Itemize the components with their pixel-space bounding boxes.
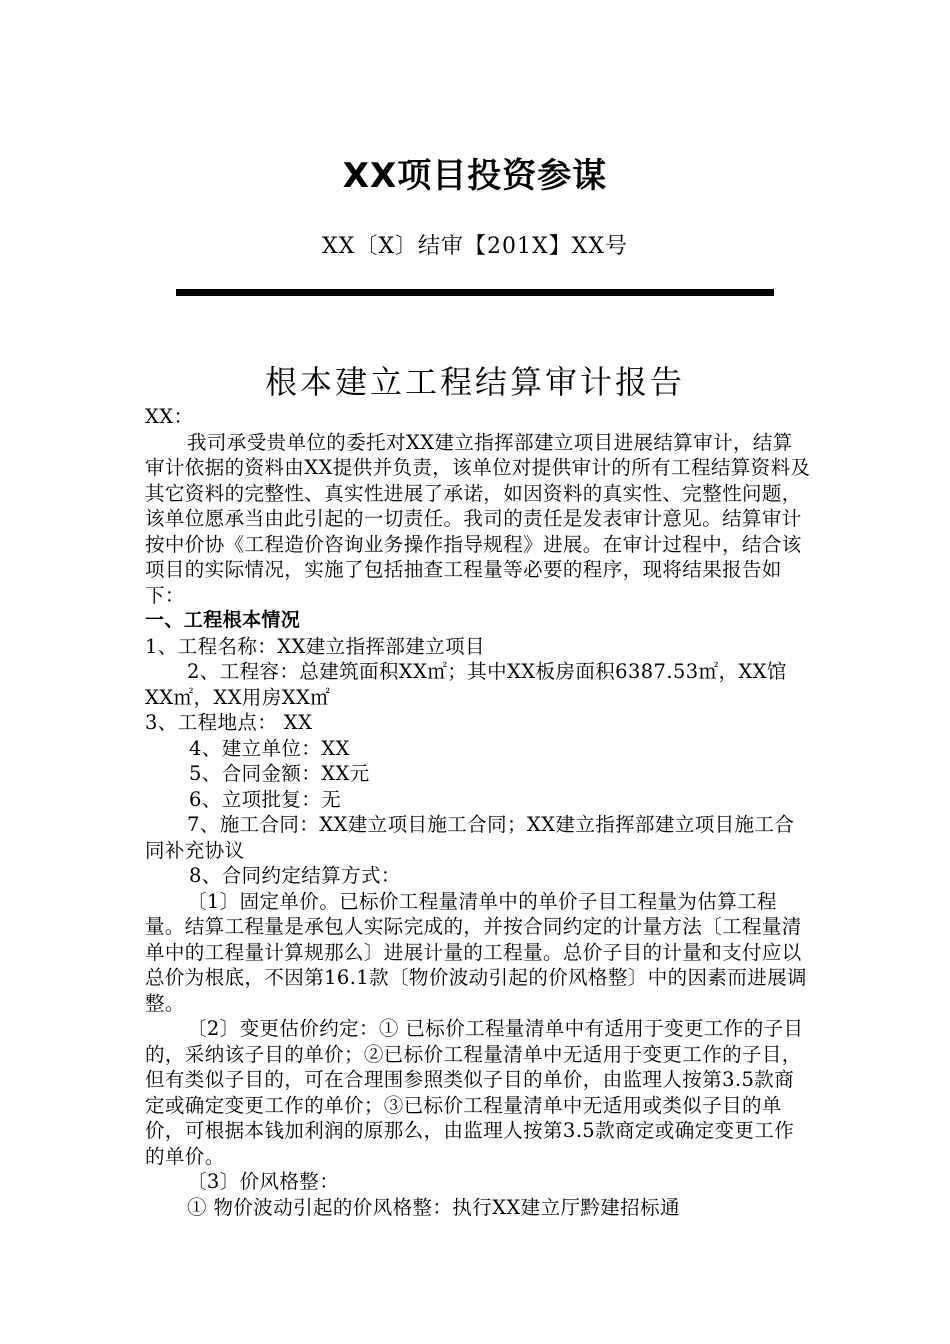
list-item: 5、合同金额：XX元 bbox=[189, 762, 370, 785]
clause-paragraph: ① 物价波动引起的价风格整：执行XX建立厅黔建招标通 bbox=[187, 1195, 680, 1219]
clause-paragraph: 〔2〕变更估价约定：① 已标价工程量清单中有适用于变更工作的子目的，采纳该子目的单价；②已标价工程量清单中无适用于变更工作的子目，但有类似子目的，可在合理围参照类似子目的单价，由监理人按第3.5款商定或确定变更工作的单价；③已标价工程量清单中无适用或类似子目的单价，可根据本钱加利润的原那么，由监理人按第3.5款商定或确定变更工作的单价。 bbox=[145, 1017, 804, 1168]
company-name: XX项目投资参谋 bbox=[342, 156, 608, 196]
list-item: 8、合同约定结算方式： bbox=[189, 864, 401, 887]
intro-paragraph: 我司承受贵单位的委托对XX建立指挥部建立项目进展结算审计，结算审计依据的资料由XX提供并负责，该单位对提供审计的所有工程结算资料及其它资料的完整性、真实性进展了承诺，如因资料的真实性、完整性问题，该单位愿承当由此引起的一切责任。我司的责任是发表审计意见。结算审计按中价协《工程造价咨询业务操作指导规程》进展。在审计过程中，结合该项目的实际情况，实施了包括抽查工程量等必要的程序，现将结果报告如下： bbox=[145, 430, 811, 607]
clause-paragraph: 〔1〕固定单价。已标价工程量清单中的单价子目工程量为估算工程量。结算工程量是承包人实际完成的，并按合同约定的计量方法〔工程量清单中的工程量计算规那么〕进展计量的工程量。总价子目的计量和支付应以总价为根底，不因第16.1款〔物价波动引起的价风格整〕中的因素而进展调整。 bbox=[145, 889, 807, 1015]
report-title: 根本建立工程结算审计报告 bbox=[264, 363, 685, 401]
document-number: XX〔X〕结审【201X】XX号 bbox=[322, 234, 628, 259]
report-body bbox=[145, 404, 811, 1220]
salutation: XX： bbox=[145, 405, 194, 428]
section-heading: 一、工程根本情况 bbox=[145, 609, 301, 631]
list-item: 2、工程容：总建筑面积XX㎡；其中XX板房面积6387.53㎡，XX馆XX㎡，XX用房XX㎡ bbox=[145, 660, 787, 709]
list-item: 7、施工合同：XX建立项目施工合同；XX建立指挥部建立项目施工合同补充协议 bbox=[145, 813, 795, 862]
list-item: 1、工程名称：XX建立指挥部建立项目 bbox=[145, 634, 485, 658]
clause-paragraph: 〔3〕价风格整： bbox=[187, 1170, 340, 1193]
header-divider bbox=[176, 289, 774, 296]
list-item: 6、立项批复：无 bbox=[189, 787, 342, 811]
list-item: 3、工程地点： XX bbox=[145, 711, 313, 734]
list-item: 4、建立单位：XX bbox=[189, 736, 350, 760]
